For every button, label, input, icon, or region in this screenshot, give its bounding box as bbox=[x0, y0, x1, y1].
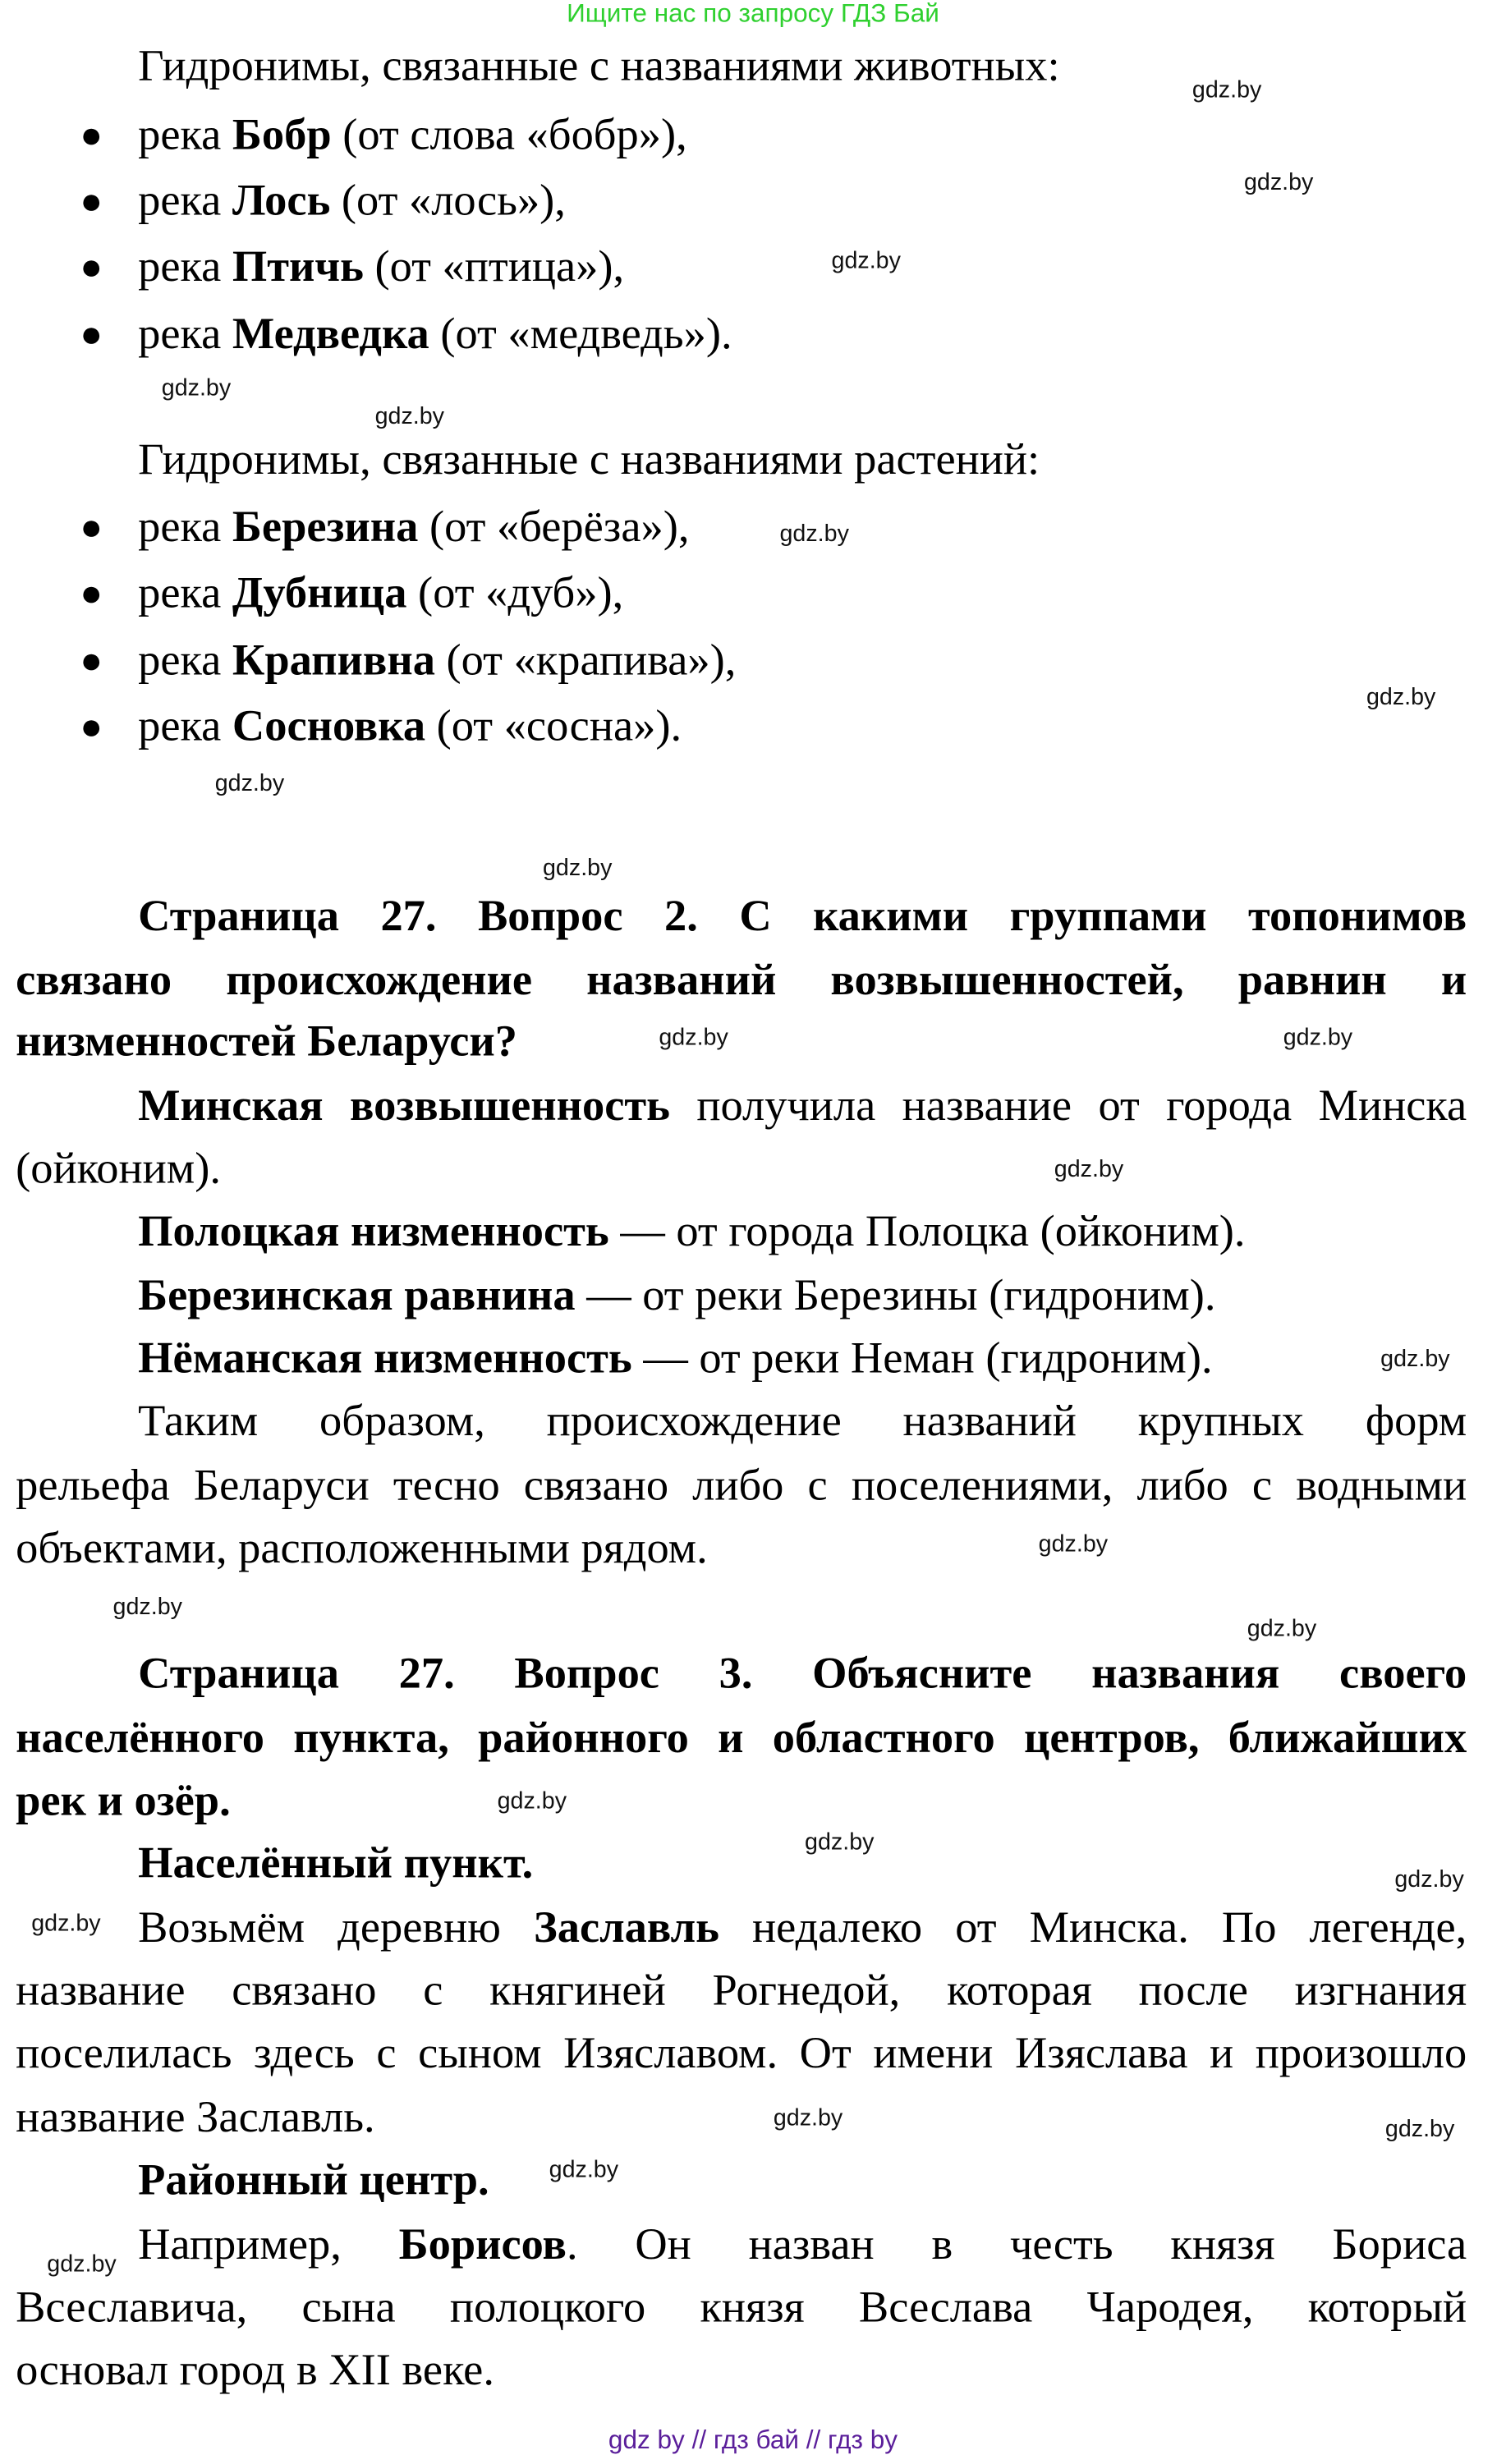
bullet-icon: ● bbox=[80, 181, 103, 223]
bold-term: Населённый пункт. bbox=[138, 1839, 534, 1889]
text-line bbox=[16, 1776, 231, 1829]
text-run: река bbox=[138, 177, 232, 227]
bold-term: населённого пункта, районного и областного центров, ближайших bbox=[16, 1714, 1467, 1764]
text-run: река bbox=[138, 111, 232, 160]
text-run: Например, bbox=[138, 2221, 399, 2270]
text-run: (от «лось»), bbox=[330, 177, 566, 227]
watermark-text: gdz.by bbox=[805, 1828, 875, 1856]
text-run: — от реки Березины (гидроним). bbox=[575, 1272, 1216, 1321]
text-line bbox=[138, 434, 1040, 488]
bold-term: Страница 27. Вопрос 3. Объясните названия своего bbox=[138, 1650, 1467, 1699]
watermark-text: gdz.by bbox=[1038, 1530, 1109, 1558]
text-line bbox=[16, 2028, 1467, 2081]
watermark-text: gdz.by bbox=[497, 1787, 567, 1815]
bold-term: Минская возвышенность bbox=[138, 1082, 670, 1131]
text-run: (от слова «бобр»), bbox=[331, 111, 687, 160]
list-item bbox=[80, 636, 737, 689]
watermark-text: gdz.by bbox=[831, 247, 901, 275]
bullet-icon: ● bbox=[80, 641, 103, 683]
text-run: (от «берёза»), bbox=[418, 503, 690, 553]
text-run: река bbox=[138, 503, 232, 553]
bold-term: низменностей Беларуси? bbox=[16, 1017, 518, 1067]
text-run: основал город в XII веке. bbox=[16, 2346, 494, 2396]
text-run: название Заславль. bbox=[16, 2094, 375, 2143]
text-line bbox=[16, 1523, 708, 1576]
bold-term: Лось bbox=[232, 177, 331, 227]
bold-term: Березина bbox=[232, 503, 419, 553]
watermark-text: gdz.by bbox=[214, 770, 285, 797]
watermark-text: gdz.by bbox=[1247, 1615, 1317, 1643]
text-run: недалеко от Минска. По легенде, bbox=[719, 1904, 1467, 1953]
bold-term: Медведка bbox=[232, 310, 429, 360]
list-item bbox=[80, 568, 624, 622]
watermark-text: gdz.by bbox=[112, 1593, 182, 1621]
bold-term: Районный центр. bbox=[138, 2156, 489, 2206]
watermark-text: gdz.by bbox=[31, 1910, 101, 1938]
text-line bbox=[16, 2092, 375, 2145]
watermark-text: gdz.by bbox=[1384, 2116, 1455, 2143]
text-line bbox=[16, 2345, 494, 2398]
watermark-text: gdz.by bbox=[549, 2156, 619, 2184]
watermark-text: gdz.by bbox=[374, 402, 445, 430]
watermark-text: gdz.by bbox=[1394, 1866, 1464, 1893]
bold-term: Птичь bbox=[232, 243, 364, 292]
watermark-text: gdz.by bbox=[659, 1024, 728, 1051]
watermark-text: gdz.by bbox=[1054, 1155, 1124, 1183]
watermark-text: gdz.by bbox=[1283, 1024, 1353, 1051]
bold-term: Заславль bbox=[533, 1904, 719, 1953]
text-line bbox=[138, 1333, 1212, 1387]
text-run: рельефа Беларуси тесно связано либо с поселениями, либо с водными bbox=[16, 1461, 1467, 1511]
list-item bbox=[80, 502, 690, 555]
bullet-icon: ● bbox=[80, 116, 103, 158]
text-run: — от города Полоцка (ойконим). bbox=[608, 1208, 1246, 1257]
watermark-text: gdz.by bbox=[1380, 1346, 1450, 1373]
text-run: Возьмём деревню bbox=[138, 1904, 534, 1953]
text-line bbox=[16, 1461, 1467, 1514]
bold-term: Полоцкая низменность bbox=[138, 1208, 609, 1257]
watermark-text: gdz.by bbox=[1366, 683, 1436, 711]
text-run: река bbox=[138, 243, 232, 292]
search-hint-banner[interactable]: Ищите нас по запросу ГДЗ Бай bbox=[567, 0, 939, 29]
text-run: (от «медведь»). bbox=[429, 310, 732, 360]
footer-links[interactable]: gdz by // гдз бай // гдз by bbox=[608, 2426, 898, 2455]
text-line bbox=[138, 1206, 1245, 1260]
text-run: Таким образом, происхождение названий крупных форм bbox=[138, 1397, 1467, 1447]
bullet-icon: ● bbox=[80, 507, 103, 549]
text-run: Гидронимы, связанные с названиями растений: bbox=[138, 436, 1040, 485]
text-line bbox=[138, 1270, 1215, 1324]
text-line bbox=[16, 1144, 221, 1197]
text-run: — от реки Неман (гидроним). bbox=[631, 1334, 1213, 1383]
text-run: . Он назван в честь князя Бориса bbox=[566, 2221, 1467, 2270]
bullet-icon: ● bbox=[80, 247, 103, 289]
watermark-text: gdz.by bbox=[542, 855, 613, 882]
text-line bbox=[138, 41, 1059, 94]
bold-term: Борисов bbox=[398, 2221, 567, 2270]
list-item bbox=[80, 309, 732, 362]
text-run: река bbox=[138, 636, 232, 686]
text-line bbox=[16, 1016, 517, 1070]
list-item bbox=[80, 176, 566, 229]
bullet-icon: ● bbox=[80, 707, 103, 749]
bold-term: Березинская равнина bbox=[138, 1272, 576, 1321]
list-item bbox=[80, 241, 625, 295]
text-line bbox=[16, 1966, 1467, 2019]
text-run: объектами, расположенными рядом. bbox=[16, 1524, 708, 1574]
text-line bbox=[138, 1649, 1467, 1702]
text-line bbox=[138, 1838, 533, 1892]
text-line bbox=[16, 2283, 1467, 2336]
text-line bbox=[138, 2155, 489, 2209]
text-run: река bbox=[138, 569, 232, 618]
bold-term: Страница 27. Вопрос 2. С какими группами топонимов bbox=[138, 892, 1467, 942]
text-run: Гидронимы, связанные с названиями животных: bbox=[138, 42, 1060, 91]
text-line bbox=[138, 1081, 1467, 1134]
text-run: река bbox=[138, 702, 232, 752]
text-line bbox=[138, 1396, 1467, 1449]
list-item bbox=[80, 110, 687, 163]
bullet-icon: ● bbox=[80, 314, 103, 356]
text-run: (от «дуб»), bbox=[406, 569, 624, 618]
bullet-icon: ● bbox=[80, 574, 103, 615]
text-run: (от «крапива»), bbox=[434, 636, 737, 686]
text-line bbox=[138, 2219, 1467, 2273]
watermark-text: gdz.by bbox=[779, 521, 849, 548]
bold-term: Дубница bbox=[232, 569, 407, 618]
bold-term: связано происхождение названий возвышенностей, равнин и bbox=[16, 957, 1467, 1006]
bold-term: рек и озёр. bbox=[16, 1777, 231, 1826]
text-run: получила название от города Минска bbox=[669, 1082, 1467, 1131]
watermark-text: gdz.by bbox=[161, 374, 232, 402]
text-run: (от «птица»), bbox=[363, 243, 625, 292]
text-run: река bbox=[138, 310, 232, 360]
text-run: Всеславича, сына полоцкого князя Всеслава Чародея, который bbox=[16, 2283, 1467, 2333]
watermark-text: gdz.by bbox=[773, 2104, 843, 2132]
bold-term: Крапивна bbox=[232, 636, 435, 686]
watermark-text: gdz.by bbox=[1243, 169, 1314, 196]
watermark-text: gdz.by bbox=[1191, 76, 1262, 104]
text-line bbox=[138, 1902, 1467, 1956]
bold-term: Сосновка bbox=[232, 702, 426, 752]
bold-term: Нёманская низменность bbox=[138, 1334, 632, 1383]
bold-term: Бобр bbox=[232, 111, 332, 160]
watermark-text: gdz.by bbox=[47, 2251, 117, 2278]
text-line bbox=[138, 891, 1467, 944]
text-run: (от «сосна»). bbox=[425, 702, 682, 752]
text-run: название связано с княгиней Рогнедой, которая после изгнания bbox=[16, 1966, 1467, 2016]
list-item bbox=[80, 701, 682, 755]
text-run: поселилась здесь с сыном Изяславом. От имени Изяслава и произошло bbox=[16, 2030, 1467, 2079]
text-line bbox=[16, 955, 1467, 1008]
text-line bbox=[16, 1713, 1467, 1766]
text-run: (ойконим). bbox=[16, 1145, 221, 1194]
